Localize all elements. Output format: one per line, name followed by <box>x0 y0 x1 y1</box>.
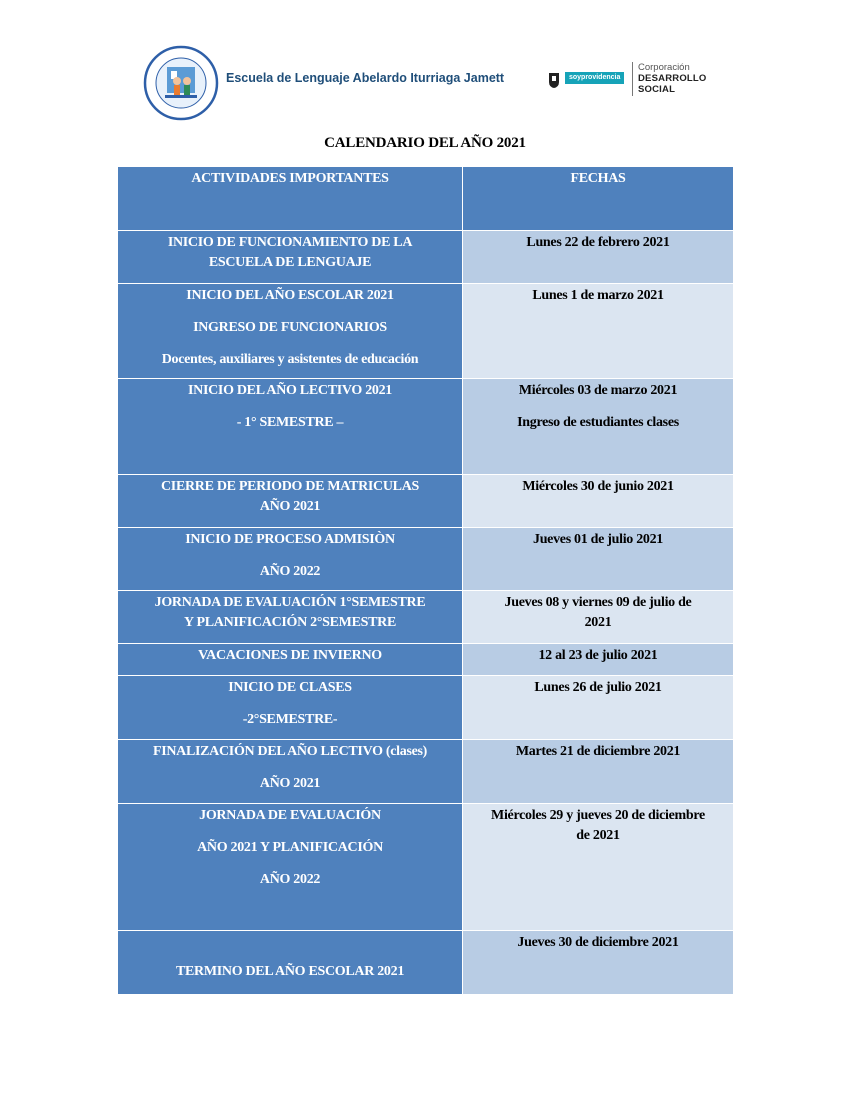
column-header-dates: FECHAS <box>463 167 734 231</box>
page-title: CALENDARIO DEL AÑO 2021 <box>324 135 526 151</box>
table-row <box>118 284 734 379</box>
corporacion-logo <box>638 62 707 95</box>
page-header <box>0 0 850 130</box>
providencia-badge: soyprovidencia <box>565 72 624 84</box>
calendar-table <box>117 166 734 995</box>
table-row <box>118 676 734 740</box>
date-cell: Miércoles 29 y jueves 20 de diciembre de 2021 <box>463 804 734 931</box>
corp-line-1: Corporación <box>638 62 690 73</box>
date-cell: Miércoles 30 de junio 2021 <box>463 475 734 528</box>
table-row <box>118 528 734 591</box>
date-cell: Martes 21 de diciembre 2021 <box>463 740 734 804</box>
table-row <box>118 644 734 676</box>
table-row <box>118 475 734 528</box>
date-cell: Jueves 30 de diciembre 2021 <box>463 931 734 995</box>
activity-cell: CIERRE DE PERIODO DE MATRICULAS AÑO 2021 <box>118 475 463 528</box>
column-header-activities: ACTIVIDADES IMPORTANTES <box>118 167 463 231</box>
activity-cell: INICIO DE PROCESO ADMISIÒN AÑO 2022 <box>118 528 463 591</box>
date-cell: Miércoles 03 de marzo 2021 Ingreso de estudiantes clases <box>463 379 734 475</box>
date-cell: 12 al 23 de julio 2021 <box>463 644 734 676</box>
date-cell: Lunes 26 de julio 2021 <box>463 676 734 740</box>
table-row <box>118 804 734 931</box>
date-cell: Lunes 22 de febrero 2021 <box>463 231 734 284</box>
activity-cell: JORNADA DE EVALUACIÓN 1°SEMESTRE Y PLANIFICACIÓN 2°SEMESTRE <box>118 591 463 644</box>
table-row <box>118 591 734 644</box>
school-seal-logo <box>143 45 219 121</box>
activity-cell: FINALIZACIÓN DEL AÑO LECTIVO (clases) AÑO 2021 <box>118 740 463 804</box>
activity-cell: INICIO DE CLASES -2°SEMESTRE- <box>118 676 463 740</box>
table-row <box>118 740 734 804</box>
date-cell: Jueves 08 y viernes 09 de julio de 2021 <box>463 591 734 644</box>
table-row <box>118 379 734 475</box>
table-row <box>118 931 734 995</box>
activity-cell: VACACIONES DE INVIERNO <box>118 644 463 676</box>
school-name: Escuela de Lenguaje Abelardo Iturriaga Jamett <box>226 71 505 85</box>
table-header-row <box>118 167 734 231</box>
table-row <box>118 231 734 284</box>
activity-cell: JORNADA DE EVALUACIÓN AÑO 2021 Y PLANIFICACIÓN AÑO 2022 <box>118 804 463 931</box>
municipality-shield-icon <box>548 71 560 89</box>
corp-line-2: DESARROLLO <box>638 73 707 84</box>
activity-cell: TERMINO DEL AÑO ESCOLAR 2021 <box>118 931 463 995</box>
activity-cell: INICIO DE FUNCIONAMIENTO DE LA ESCUELA DE LENGUAJE <box>118 231 463 284</box>
date-cell: Jueves 01 de julio 2021 <box>463 528 734 591</box>
activity-cell: INICIO DEL AÑO ESCOLAR 2021 INGRESO DE FUNCIONARIOS Docentes, auxiliares y asistentes de educación <box>118 284 463 379</box>
corp-line-3: SOCIAL <box>638 84 676 95</box>
activity-cell: INICIO DEL AÑO LECTIVO 2021 - 1° SEMESTRE – <box>118 379 463 475</box>
date-cell: Lunes 1 de marzo 2021 <box>463 284 734 379</box>
logo-divider <box>632 62 633 96</box>
